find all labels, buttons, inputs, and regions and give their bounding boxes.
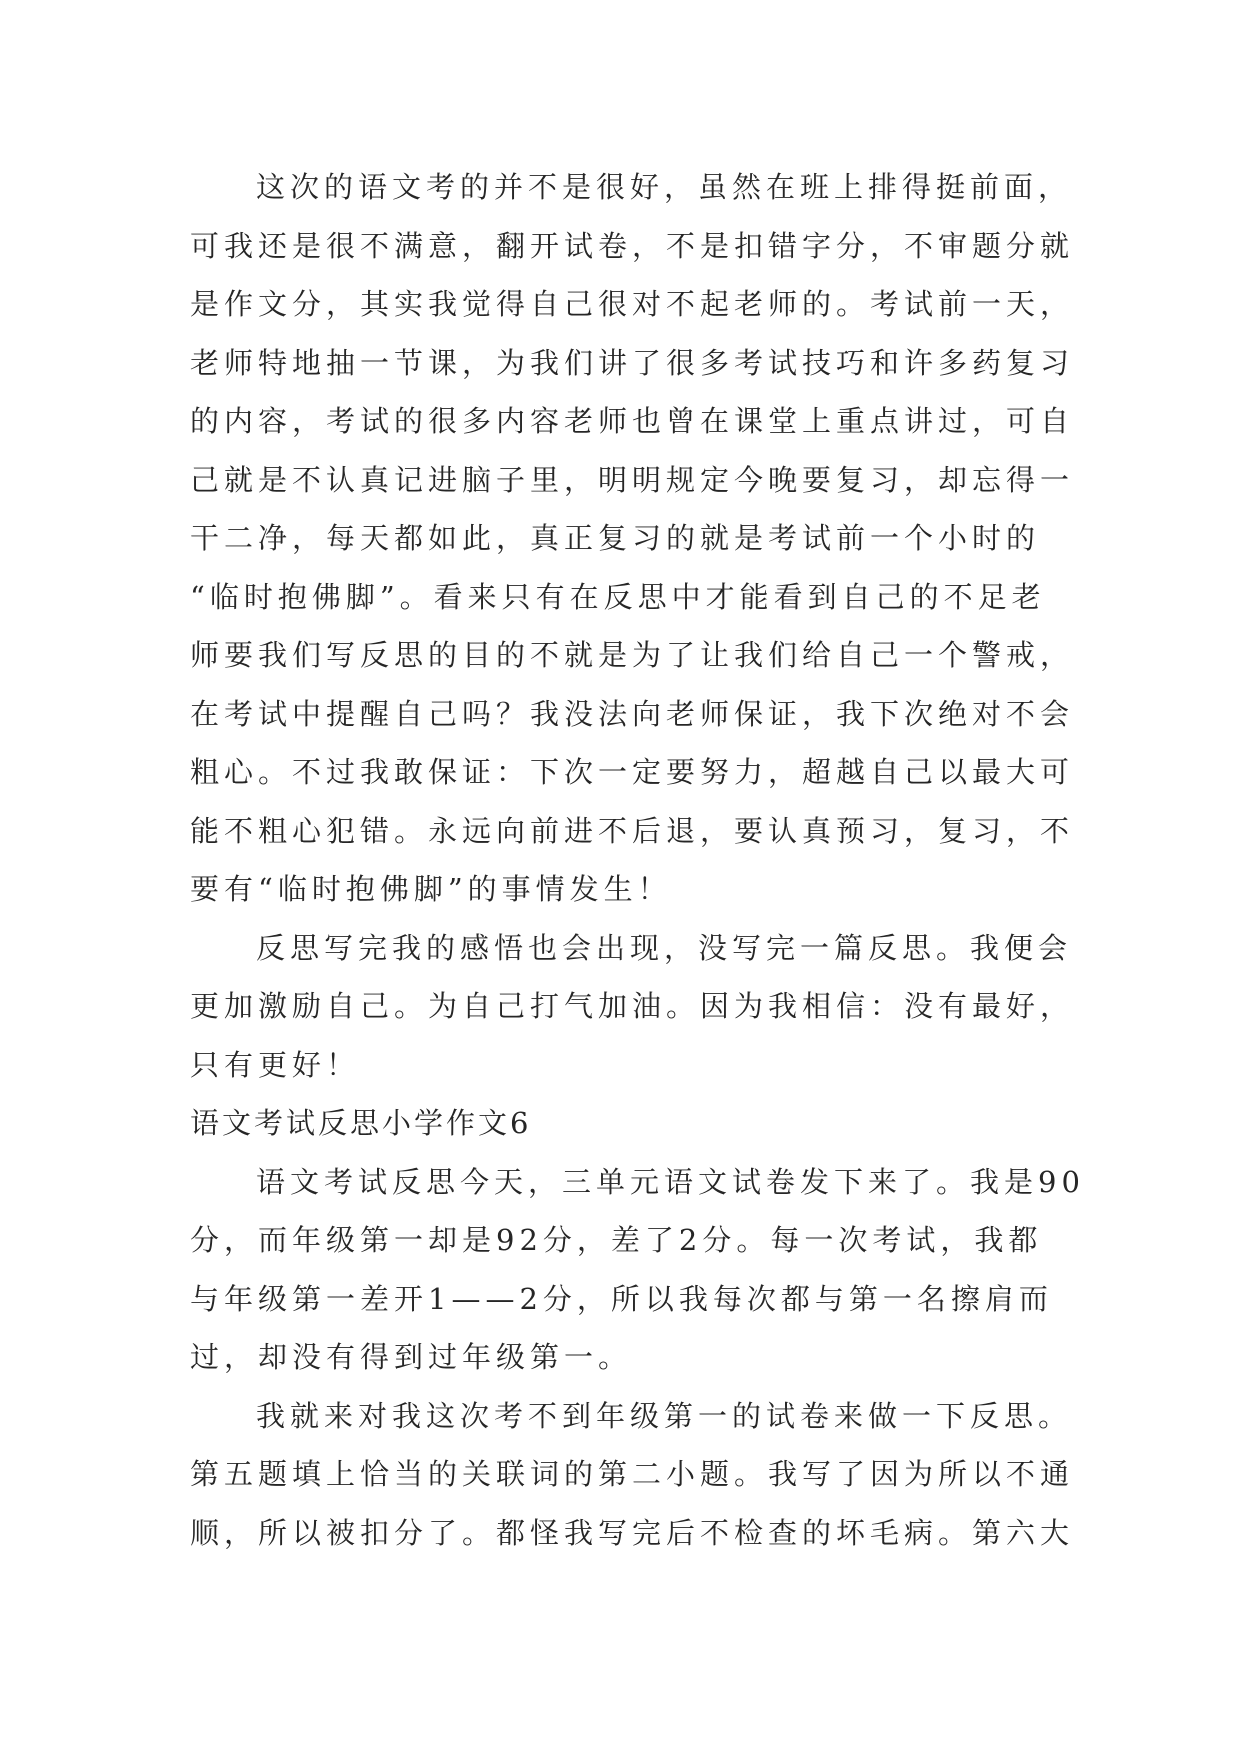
text-line: 要有“临时抱佛脚”的事情发生！ <box>190 872 672 906</box>
text-line: 只有更好！ <box>190 1047 361 1082</box>
paragraph <box>190 1387 1075 1563</box>
text-line: 在考试中提醒自己吗？我没法向老师保证，我下次绝对不会 <box>190 696 1075 731</box>
document-body <box>190 158 1085 1562</box>
text-line: 过，却没有得到过年级第一。 <box>190 1340 633 1374</box>
text-line: 己就是不认真记进脑子里，明明规定今晚要复习，却忘得一 <box>190 462 1075 497</box>
text-line: 粗心。不过我敢保证：下次一定要努力，超越自己以最大可 <box>190 755 1075 789</box>
paragraph <box>190 158 1075 919</box>
text-line: 我就来对我这次考不到年级第一的试卷来做一下反思。 <box>256 1398 1073 1433</box>
text-line: 顺，所以被扣分了。都怪我写完后不检查的坏毛病。第六大 <box>190 1515 1075 1550</box>
text-line: 语文考试反思今天，三单元语文试卷发下来了。我是90 <box>256 1164 1085 1199</box>
paragraph <box>190 919 1075 1095</box>
text-line: 能不粗心犯错。永远向前进不后退，要认真预习，复习，不 <box>190 813 1075 848</box>
section-heading: 语文考试反思小学作文6 <box>190 1106 532 1140</box>
text-line: 分，而年级第一却是92分，差了2分。每一次考试，我都 <box>190 1223 1043 1257</box>
text-line: 反思写完我的感悟也会出现，没写完一篇反思。我便会 <box>256 930 1073 965</box>
text-line: 是作文分，其实我觉得自己很对不起老师的。考试前一天， <box>190 287 1075 321</box>
text-line: 更加激励自己。为自己打气加油。因为我相信：没有最好， <box>190 989 1075 1023</box>
text-line: 这次的语文考的并不是很好，虽然在班上排得挺前面， <box>256 170 1073 204</box>
text-line: “临时抱佛脚”。看来只有在反思中才能看到自己的不足老 <box>190 579 1046 614</box>
text-line: 干二净，每天都如此，真正复习的就是考试前一个小时的 <box>190 521 1041 555</box>
text-line: 的内容，考试的很多内容老师也曾在课堂上重点讲过，可自 <box>190 404 1075 438</box>
paragraph <box>190 1153 1085 1387</box>
text-line: 第五题填上恰当的关联词的第二小题。我写了因为所以不通 <box>190 1457 1075 1491</box>
text-line: 与年级第一差开1——2分，所以我每次都与第一名擦肩而 <box>190 1281 1053 1316</box>
text-line: 师要我们写反思的目的不就是为了让我们给自己一个警戒， <box>190 638 1075 672</box>
text-line: 老师特地抽一节课，为我们讲了很多考试技巧和许多药复习 <box>190 345 1075 380</box>
text-line: 可我还是很不满意，翻开试卷，不是扣错字分，不审题分就 <box>190 228 1075 263</box>
